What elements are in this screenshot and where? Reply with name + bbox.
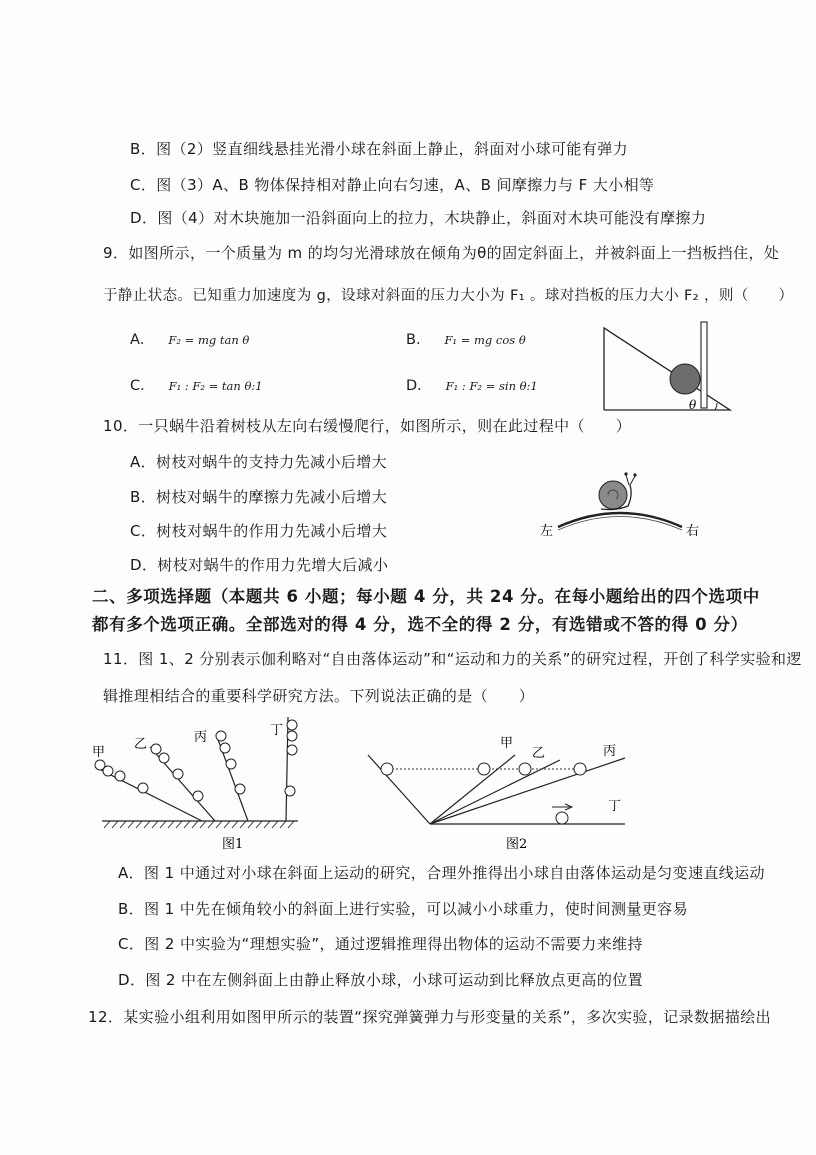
incline-surface [604,328,730,410]
ball [287,745,297,755]
ball [235,784,245,794]
q9-stem-line1: 9．如图所示，一个质量为 m 的均匀光滑球放在倾角为θ的固定斜面上，并被斜面上一挡板挡住，处 [103,244,780,262]
ball [216,731,226,741]
ball [670,364,700,394]
label-jia: 甲 [500,736,514,751]
q9-option-a-label: A． [130,332,155,348]
q10-option-a: A．树枝对蜗牛的支持力先减小后增大 [130,453,388,471]
right-label: 右 [686,524,700,539]
snail-tentacle [630,476,635,485]
section2-heading-line2: 都有多个选项正确。全部选对的得 4 分，选不全的得 2 分，有选错或不答的得 0 分） [92,615,748,634]
right-incline-yi [430,760,560,824]
ball [173,769,183,779]
q9-option-a [130,330,249,350]
snail-tentacle [626,475,629,485]
label-bing: 丙 [194,730,208,745]
q9-option-d-formula: F₁ : F₂ = sin θ:1 [445,379,538,393]
label-ding: 丁 [608,799,622,814]
baffle [701,322,707,408]
q9-incline-figure [600,318,735,413]
q10-snail-figure [538,465,713,550]
ground-hatching [104,821,294,828]
ball-yi [519,763,531,775]
q11-option-c: C．图 2 中实验为“理想实验”，通过逻辑推理得出物体的运动不需要力来维持 [118,935,643,953]
left-label: 左 [540,524,554,539]
fig1-caption: 图1 [222,837,244,852]
q11-stem-line1: 11．图 1、2 分别表示伽利略对“自由落体运动”和“运动和力的关系”的研究过程，开创了科学实验和逻 [103,650,802,668]
angle-label: θ [689,398,697,412]
ball [220,743,230,753]
q11-option-b: B．图 1 中先在倾角较小的斜面上进行实验，可以减小小球重力，使时间测量更容易 [118,900,688,918]
q9-option-b-formula: F₁ = mg cos θ [444,333,526,347]
q9-option-d-label: D． [406,378,432,394]
q8-option-c: C．图（3）A、B 物体保持相对静止向右匀速，A、B 间摩擦力与 F 大小相等 [130,176,655,194]
q9-option-a-formula: F₂ = mg tan θ [168,333,250,347]
q12-stem-line1: 12．某实验小组利用如图甲所示的装置“探究弹簧弹力与形变量的关系”，多次实验，记录数据描绘出 [88,1008,772,1026]
ball [138,783,148,793]
section2-heading-line1: 二、多项选择题（本题共 6 小题；每小题 4 分，共 24 分。在每小题给出的四个选项中 [92,587,760,606]
label-yi: 乙 [134,737,148,752]
ball-jia [478,763,490,775]
ball [103,766,113,776]
branch [558,513,682,527]
branch-edge [558,517,682,531]
q11-figure2 [360,730,635,855]
q10-option-b: B．树枝对蜗牛的摩擦力先减小后增大 [130,488,388,506]
ball [226,759,236,769]
snail-eye [624,472,627,475]
q11-figure1 [90,712,315,854]
ball [115,771,125,781]
angle-arc [715,403,717,410]
q9-option-c-formula: F₁ : F₂ = tan θ:1 [168,379,263,393]
q11-option-a: A．图 1 中通过对小球在斜面上运动的研究，合理外推得出小球自由落体运动是匀变速直线运动 [118,864,765,882]
ball [193,791,203,801]
q9-option-c [130,376,263,396]
left-incline [368,755,430,824]
q9-stem-line2: 于静止状态。已知重力加速度为 g，设球对斜面的压力大小为 F₁ 。球对挡板的压力大小 F₂ ，则（ ） [103,288,794,304]
ball [151,744,161,754]
label-jia: 甲 [92,745,106,760]
snail-eye [633,473,636,476]
ball-bing [574,763,586,775]
q10-option-c: C．树枝对蜗牛的作用力先减小后增大 [130,522,388,540]
label-ding: 丁 [270,723,284,738]
label-bing: 丙 [603,744,617,759]
ball [159,753,169,763]
snail-shell [599,481,627,509]
q10-option-d: D．树枝对蜗牛的作用力先增大后减小 [130,556,389,574]
q11-stem-line2: 辑推理相结合的重要科学研究方法。下列说法正确的是（ ） [103,687,535,705]
right-incline-jia [430,755,515,824]
ball-ding [556,812,568,824]
q9-option-b [406,330,526,350]
q11-option-d: D．图 2 中在左侧斜面上由静止释放小球，小球可运动到比释放点更高的位置 [118,971,644,989]
ball [287,731,297,741]
q9-option-b-label: B． [406,332,431,348]
ball [285,786,295,796]
fig2-caption: 图2 [506,837,528,852]
q9-option-c-label: C． [130,378,155,394]
q10-stem: 10．一只蜗牛沿着树枝从左向右缓慢爬行，如图所示，则在此过程中（ ） [103,417,632,435]
q8-option-b: B．图（2）竖直细线悬挂光滑小球在斜面上静止，斜面对小球可能有弹力 [130,140,629,158]
label-yi: 乙 [532,746,546,761]
q9-option-d [406,376,538,396]
q8-option-d: D．图（4）对木块施加一沿斜面向上的拉力，木块静止，斜面对木块可能没有摩擦力 [130,209,707,227]
ball [287,720,297,730]
ball-release [381,763,393,775]
